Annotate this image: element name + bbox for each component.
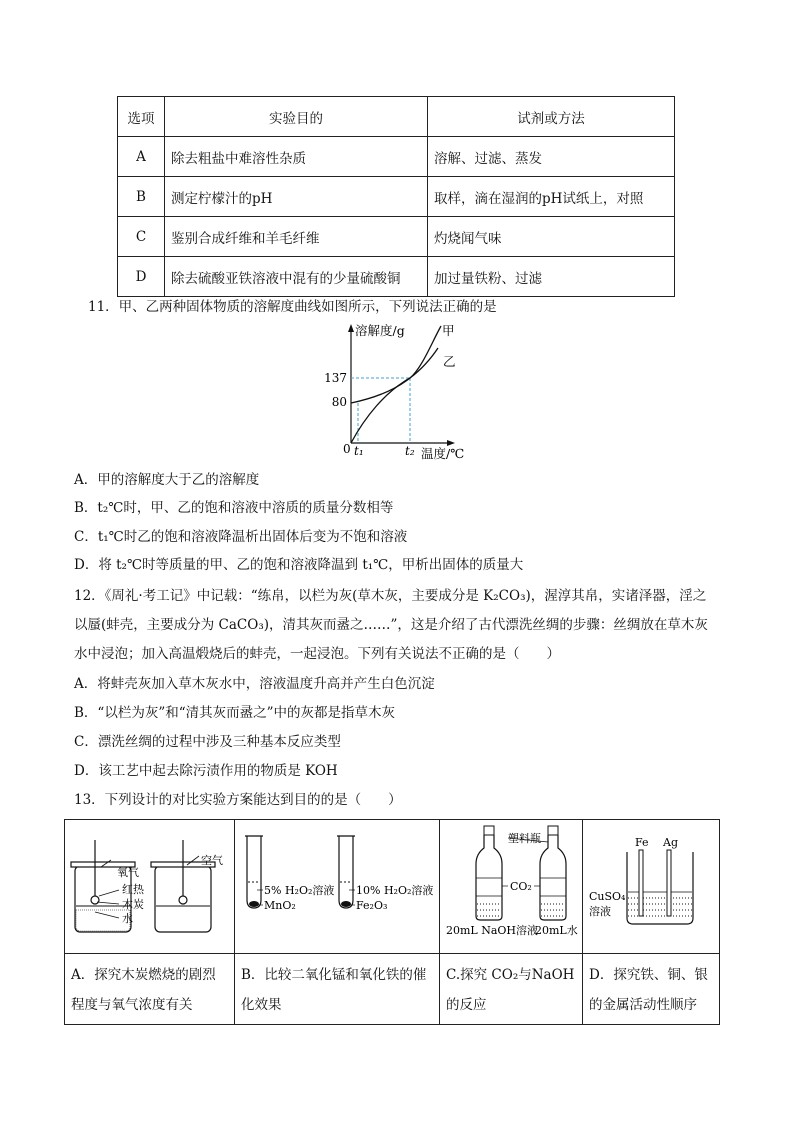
table-row [118,177,675,217]
options-table [117,96,675,297]
y-axis-label: 溶解度/g [355,323,405,338]
label-charcoal: 木炭 [122,898,144,911]
q12-option-b: B．“以栏为灰”和“清其灰而盝之”中的灰都是指草木灰 [74,705,396,721]
q13-stem: 13．下列设计的对比实验方案能达到目的的是（ ） [74,792,402,808]
label-fe: Fe [635,836,649,849]
table-cell: 测定柠檬汁的pH [165,177,428,217]
label-h2o2-10: 10% H₂O₂溶液 [356,884,434,897]
table-header-cell: 试剂或方法 [428,97,675,137]
table-row [118,217,675,257]
solubility-chart [324,322,480,464]
table-row [118,257,675,297]
y-axis-arrow [348,324,354,332]
q11-option-a: A．甲的溶解度大于乙的溶解度 [74,472,260,488]
q11-option-d: D．将 t₂℃时等质量的甲、乙的饱和溶液降温到 t₁℃，甲析出固体的质量大 [74,557,524,573]
x-axis-label: 温度/℃ [421,446,465,461]
y-tick-137: 137 [324,371,347,385]
figure-cell-a [65,820,235,954]
plastic-bottle-figure [440,820,582,949]
table-header-cell: 选项 [118,97,165,137]
table-cell: 除去硫酸亚铁溶液中混有的少量硫酸铜 [165,257,428,297]
y-tick-80: 80 [331,395,347,409]
experiment-table [64,819,720,1025]
label-mno2: MnO₂ [264,899,296,912]
beaker-figure [583,820,719,949]
label-water: 水 [122,912,133,925]
q11-option-b: B．t₂℃时，甲、乙的饱和溶液中溶质的质量分数相等 [74,500,394,516]
label-co2: CO₂ [510,880,532,893]
table-cell: 加过量铁粉、过滤 [428,257,675,297]
caption-d: D．探究铁、铜、银的金属活动性顺序 [583,954,720,1025]
caption-b: B．比较二氧化锰和氧化铁的催化效果 [235,954,440,1025]
series-line-yi [351,326,441,443]
origin-label: 0 [343,442,351,456]
label-h2o2-5: 5% H₂O₂溶液 [264,884,335,897]
label-cuso4: CuSO₄ [589,890,626,903]
label-oxygen: 氧气 [117,866,139,879]
caption-c: C.探究 CO₂与NaOH的反应 [440,954,583,1025]
caption-row [65,954,720,1025]
table-cell: C [118,217,165,257]
label-solution: 溶液 [589,905,611,918]
legend-jia: 甲 [442,323,455,338]
q12-option-c: C．漂洗丝绸的过程中涉及三种基本反应类型 [74,734,341,750]
label-ag: Ag [663,836,678,849]
table-cell: 除去粗盐中难溶性杂质 [165,137,428,177]
q12-line-3: 水中浸泡；加入高温煅烧后的蚌壳，一起浸泡。下列有关说法不正确的是（ ） [74,646,560,662]
label-plastic-bottle: 塑料瓶 [508,832,541,845]
q12-option-d: D．该工艺中起去除污渍作用的物质是 KOH [74,763,338,779]
figure-cell-d [583,820,720,954]
table-cell: D [118,257,165,297]
table-row [118,137,675,177]
label-water-20ml: 20mL水 [535,924,578,937]
q12-line-1: 12．《周礼·考工记》中记载：“练帛，以栏为灰(草木灰，主要成分是 K₂CO₃)，渥淳其帛，实诸泽器，淫之 [74,588,707,604]
table-cell: A [118,137,165,177]
table-cell: B [118,177,165,217]
table-header-cell: 实验目的 [165,97,428,137]
table-cell: 鉴别合成纤维和羊毛纤维 [165,217,428,257]
table-cell: 取样，滴在湿润的pH试纸上，对照 [428,177,675,217]
x-tick-t1: t₁ [354,444,364,458]
figure-cell-b [235,820,440,954]
table-cell: 溶解、过滤、蒸发 [428,137,675,177]
label-fe2o3: Fe₂O₃ [356,899,388,912]
label-air: 空气 [201,854,223,867]
legend-yi: 乙 [443,354,456,369]
label-naoh-solution: 20mL NaOH溶液 [446,924,539,937]
figure-row [65,820,720,954]
label-red-hot: 红热 [122,883,144,896]
q11-stem: 11．甲、乙两种固体物质的溶解度曲线如图所示，下列说法正确的是 [88,299,497,315]
table-header-row [118,97,675,137]
jar-experiment-figure [65,820,234,949]
test-tube-figure [235,820,439,949]
q11-option-c: C．t₁℃时乙的饱和溶液降温析出固体后变为不饱和溶液 [74,529,408,545]
q12-line-2: 以蜃(蚌壳，主要成分为 CaCO₃)，清其灰而盝之……”，这是介绍了古代漂洗丝绸的步骤：丝绸放在草木灰 [74,617,708,633]
caption-a: A．探究木炭燃烧的剧烈程度与氧气浓度有关 [65,954,235,1025]
x-tick-t2: t₂ [405,444,415,458]
table-cell: 灼烧闻气味 [428,217,675,257]
figure-cell-c [440,820,583,954]
q12-option-a: A．将蚌壳灰加入草木灰水中，溶液温度升高并产生白色沉淀 [74,676,435,692]
